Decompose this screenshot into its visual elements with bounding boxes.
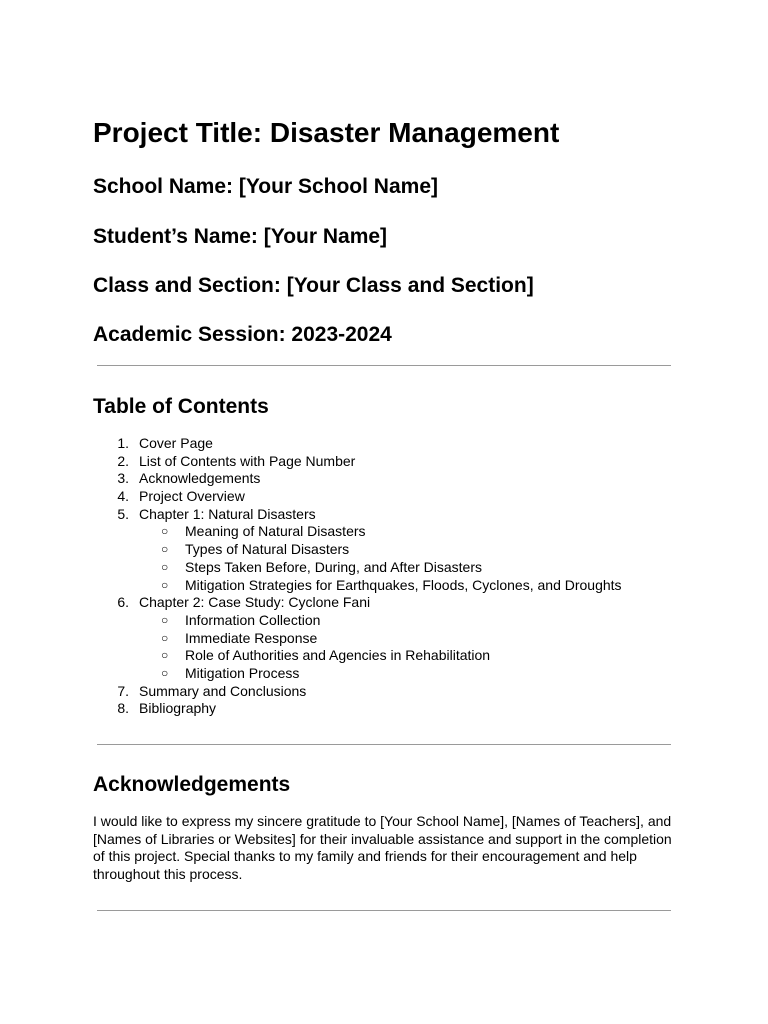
toc-subitem <box>93 630 673 648</box>
toc-item-number: 6. <box>117 594 129 611</box>
toc-subitem-text: Information Collection <box>185 611 321 628</box>
toc-subitem <box>93 523 673 541</box>
toc-subitem <box>93 541 673 559</box>
toc-item-number: 5. <box>117 505 129 522</box>
toc-item <box>93 594 673 612</box>
toc-subitem-text: Meaning of Natural Disasters <box>185 523 366 540</box>
academic-session: Academic Session: 2023-2024 <box>93 323 392 346</box>
hollow-circle-bullet-icon: ○ <box>161 630 169 645</box>
toc-item <box>93 453 673 471</box>
toc-item-number: 2. <box>117 452 129 469</box>
toc-item-text: Bibliography <box>139 700 217 717</box>
toc-item-number: 7. <box>117 682 129 699</box>
toc-item <box>93 683 673 701</box>
toc-subitem-text: Mitigation Process <box>185 664 300 681</box>
student-name: Student’s Name: [Your Name] <box>93 225 388 248</box>
toc-subitem-text: Immediate Response <box>185 629 318 646</box>
toc-item-text: Cover Page <box>139 435 213 451</box>
toc-item-text: Summary and Conclusions <box>139 682 307 699</box>
toc-subitem <box>93 665 673 683</box>
toc-subitem <box>93 559 673 577</box>
toc-subitem <box>93 647 673 665</box>
divider <box>97 744 671 745</box>
toc-item <box>93 506 673 524</box>
hollow-circle-bullet-icon: ○ <box>161 648 169 663</box>
toc-subitem-text: Steps Taken Before, During, and After Disasters <box>185 558 483 575</box>
toc-subitem-text: Types of Natural Disasters <box>185 541 350 558</box>
toc-item-text: Chapter 2: Case Study: Cyclone Fani <box>139 594 371 611</box>
toc-item <box>93 488 673 506</box>
toc-item-number: 1. <box>117 435 129 451</box>
toc-item-text: Project Overview <box>139 488 245 505</box>
toc-subitem <box>93 612 673 630</box>
toc-item <box>93 435 673 453</box>
acknowledgements-heading: Acknowledgements <box>93 773 291 796</box>
acknowledgements-paragraph: I would like to express my sincere gratitude to [Your School Name], [Names of Teachers], and [Names of Libraries or Websites] for their invaluable assistance and support in the completion of this project. Special thanks to my family and friends for their encouragement and help throughout this process. <box>93 813 672 883</box>
toc-item <box>93 470 673 488</box>
toc-item-number: 3. <box>117 470 129 487</box>
toc-item-number: 4. <box>117 488 129 505</box>
hollow-circle-bullet-icon: ○ <box>161 559 169 574</box>
hollow-circle-bullet-icon: ○ <box>161 612 169 627</box>
divider <box>97 365 671 366</box>
hollow-circle-bullet-icon: ○ <box>161 577 169 592</box>
project-title: Project Title: Disaster Management <box>93 117 560 148</box>
hollow-circle-bullet-icon: ○ <box>161 524 169 539</box>
toc-item-number: 8. <box>117 700 129 717</box>
divider <box>97 910 671 911</box>
toc-subitem-text: Mitigation Strategies for Earthquakes, Floods, Cyclones, and Droughts <box>185 576 622 593</box>
hollow-circle-bullet-icon: ○ <box>161 665 169 680</box>
toc-item <box>93 700 673 718</box>
table-of-contents-list <box>93 435 673 718</box>
toc-item-text: List of Contents with Page Number <box>139 452 356 469</box>
hollow-circle-bullet-icon: ○ <box>161 542 169 557</box>
toc-heading: Table of Contents <box>93 395 269 418</box>
toc-subitem <box>93 577 673 595</box>
school-name: School Name: [Your School Name] <box>93 175 438 198</box>
toc-item-text: Chapter 1: Natural Disasters <box>139 505 316 522</box>
toc-subitem-text: Role of Authorities and Agencies in Rehabilitation <box>185 647 491 664</box>
class-and-section: Class and Section: [Your Class and Section] <box>93 274 534 297</box>
toc-item-text: Acknowledgements <box>139 470 261 487</box>
